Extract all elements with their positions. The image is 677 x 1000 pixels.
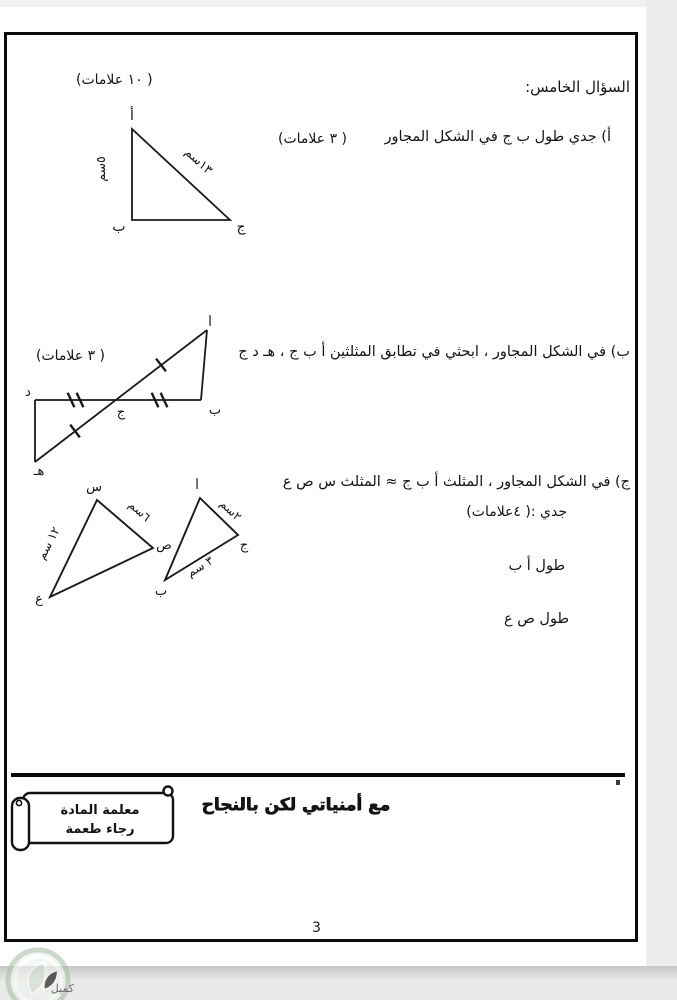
vertex-label-j: ج <box>239 538 249 553</box>
part-c-find-label: جدي :( ٤علامات) <box>466 504 567 520</box>
vertex-label-b: ب <box>208 403 222 418</box>
vertex-label-j: ج <box>116 405 126 420</box>
side-length-2cm: ٢سم <box>217 496 245 524</box>
part-a-prompt: أ) جدي طول ب ج في الشكل المجاور <box>384 129 611 145</box>
side-length-12cm: ١٢ سم <box>34 524 63 562</box>
question-length-sad-ain: طول ص ع <box>504 611 569 627</box>
triangle-a-figure <box>88 103 263 238</box>
question-title: السؤال الخامس: <box>525 78 630 96</box>
side-length-5cm: ٥سم <box>93 156 108 182</box>
total-marks-label: ( ١٠ علامات) <box>76 72 153 88</box>
background-top-strip <box>0 0 677 7</box>
vertex-label-sad: ص <box>156 538 172 553</box>
part-a-marks: ( ٣ علامات) <box>278 131 348 147</box>
question-length-ab: طول أ ب <box>508 558 565 574</box>
triangle-a-outline <box>132 129 230 220</box>
page-number: 3 <box>312 920 321 936</box>
part-b-prompt: ب) في الشكل المجاور ، ابحثي في تطابق المثلثين أ ب ج ، هـ د ج <box>238 344 630 360</box>
part-b-marks: ( ٣ علامات) <box>36 348 106 364</box>
vertex-label-b: ب <box>112 219 126 235</box>
divider-end-dot <box>616 780 620 785</box>
vertex-label-h: هـ <box>33 464 45 479</box>
wish-calligraphy: مع أمنياتي لكن بالنجاح <box>201 795 390 815</box>
watermark-text: كميل <box>50 982 74 995</box>
side-length-6cm: ٦سم <box>125 497 154 525</box>
stamp-line-2: رجاء طعمة <box>65 822 135 837</box>
vertex-label-ain: ع <box>35 592 43 607</box>
vertex-label-b: ب <box>154 584 168 599</box>
similar-triangles-figure <box>25 478 290 613</box>
side-length-13cm: ١٣سم <box>182 144 216 178</box>
scroll-shape <box>12 787 173 851</box>
vertex-label-a: أ <box>208 315 212 330</box>
vertex-label-a: أ <box>130 108 134 124</box>
footer-divider-line <box>11 773 625 777</box>
congruent-triangles-figure <box>20 315 235 480</box>
stamp-line-1: معلمة المادة <box>60 803 140 818</box>
vertex-label-j: ج <box>236 219 246 235</box>
vertex-label-d: د <box>25 385 31 400</box>
vertex-label-s: س <box>86 480 102 495</box>
teacher-stamp-scroll <box>8 784 190 856</box>
watermark-leaf-logo-icon <box>2 944 112 1000</box>
congruent-triangles-outline <box>35 330 207 462</box>
vertex-label-a: أ <box>195 478 199 493</box>
background-right-strip <box>646 0 677 1000</box>
side-length-3cm: ٣ سم <box>184 553 216 580</box>
part-c-prompt: ج) في الشكل المجاور ، المثلث أ ب ج ≈ المثلث س ص ع <box>282 474 630 490</box>
